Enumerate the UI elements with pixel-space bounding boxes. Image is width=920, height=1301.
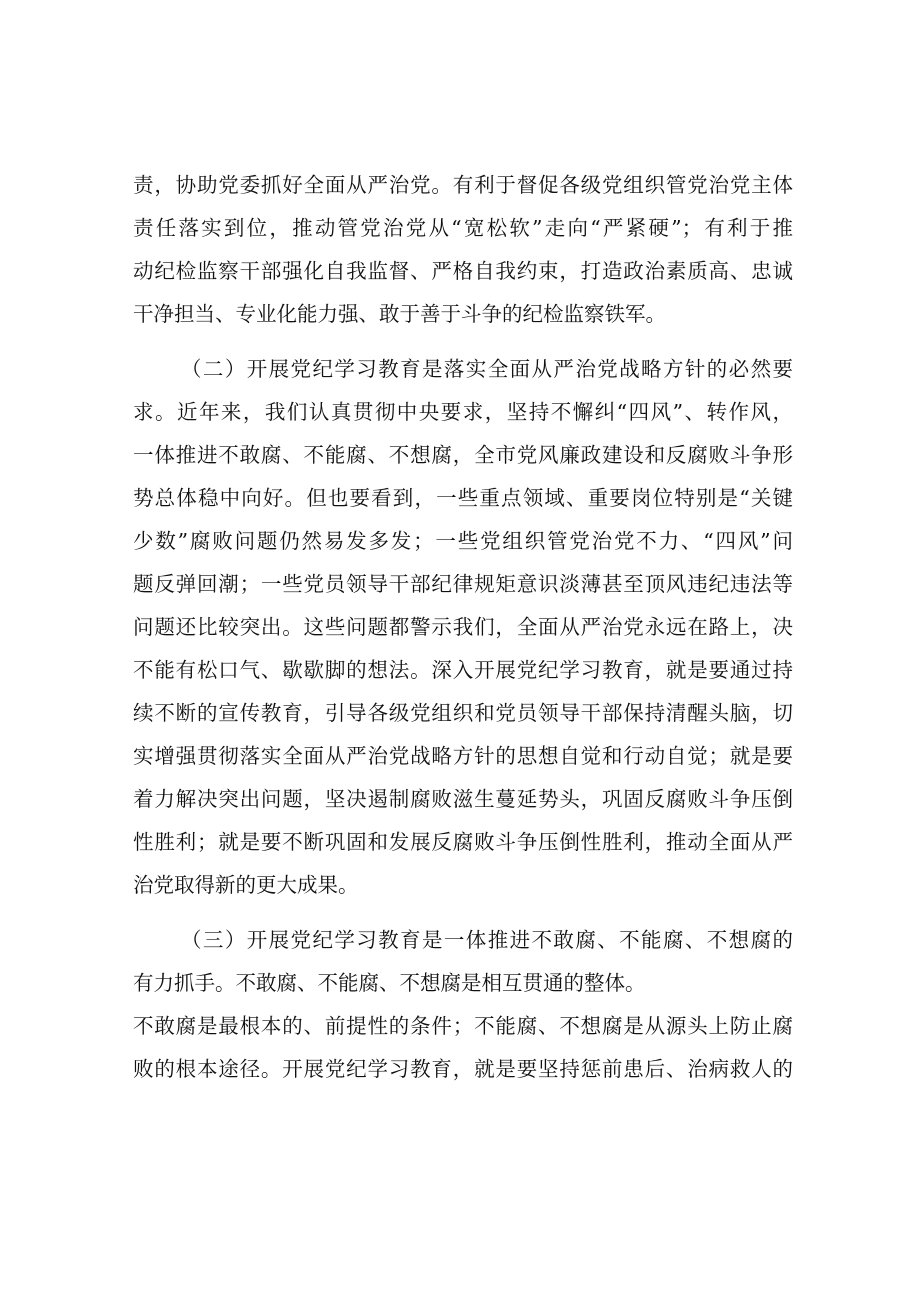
text-line: 不敢腐是最根本的、前提性的条件；不能腐、不想腐是从源头上防止腐: [133, 1014, 793, 1038]
text-line: 不能有松口气、歇歇脚的想法。深入开展党纪学习教育，就是要通过持: [133, 658, 793, 682]
text-line: 着力解决突出问题，坚决遏制腐败滋生蔓延势头，巩固反腐败斗争压倒: [133, 787, 793, 811]
text-line: 续不断的宣传教育，引导各级党组织和党员领导干部保持清醒头脑，切: [133, 701, 793, 725]
text-line: 有力抓手。不敢腐、不能腐、不想腐是相互贯通的整体。: [133, 971, 646, 995]
text-line: 势总体稳中向好。但也要看到，一些重点领域、重要岗位特别是“关键: [133, 486, 793, 510]
paragraph-heading-3: （三）开展党纪学习教育是一体推进不敢腐、不能腐、不想腐的: [181, 928, 793, 952]
paragraph-heading-2: （二）开展党纪学习教育是落实全面从严治党战略方针的必然要: [181, 357, 793, 381]
text-line: 责，协助党委抓好全面从严治党。有利于督促各级党组织管党治党主体: [133, 173, 793, 197]
text-line: 问题还比较突出。这些问题都警示我们，全面从严治党永远在路上，决: [133, 615, 793, 639]
text-line: 干净担当、专业化能力强、敢于善于斗争的纪检监察铁军。: [133, 302, 666, 326]
text-line: 一体推进不敢腐、不能腐、不想腐，全市党风廉政建设和反腐败斗争形: [133, 443, 793, 467]
text-line: 治党取得新的更大成果。: [133, 873, 359, 897]
text-line: 求。近年来，我们认真贯彻中央要求，坚持不懈纠“四风”、转作风，: [133, 400, 793, 424]
text-line: 少数”腐败问题仍然易发多发；一些党组织管党治党不力、“四风”问: [133, 529, 793, 553]
text-line: 性胜利；就是要不断巩固和发展反腐败斗争压倒性胜利，推动全面从严: [133, 830, 793, 854]
text-line: 败的根本途径。开展党纪学习教育，就是要坚持惩前患后、治病救人的: [133, 1057, 793, 1081]
text-line: 题反弹回潮；一些党员领导干部纪律规矩意识淡薄甚至顶风违纪违法等: [133, 572, 793, 596]
text-line: 实增强贯彻落实全面从严治党战略方针的思想自觉和行动自觉；就是要: [133, 744, 793, 768]
text-line: 动纪检监察干部强化自我监督、严格自我约束，打造政治素质高、忠诚: [133, 259, 793, 283]
text-line: 责任落实到位，推动管党治党从“宽松软”走向“严紧硬”；有利于推: [133, 216, 793, 240]
